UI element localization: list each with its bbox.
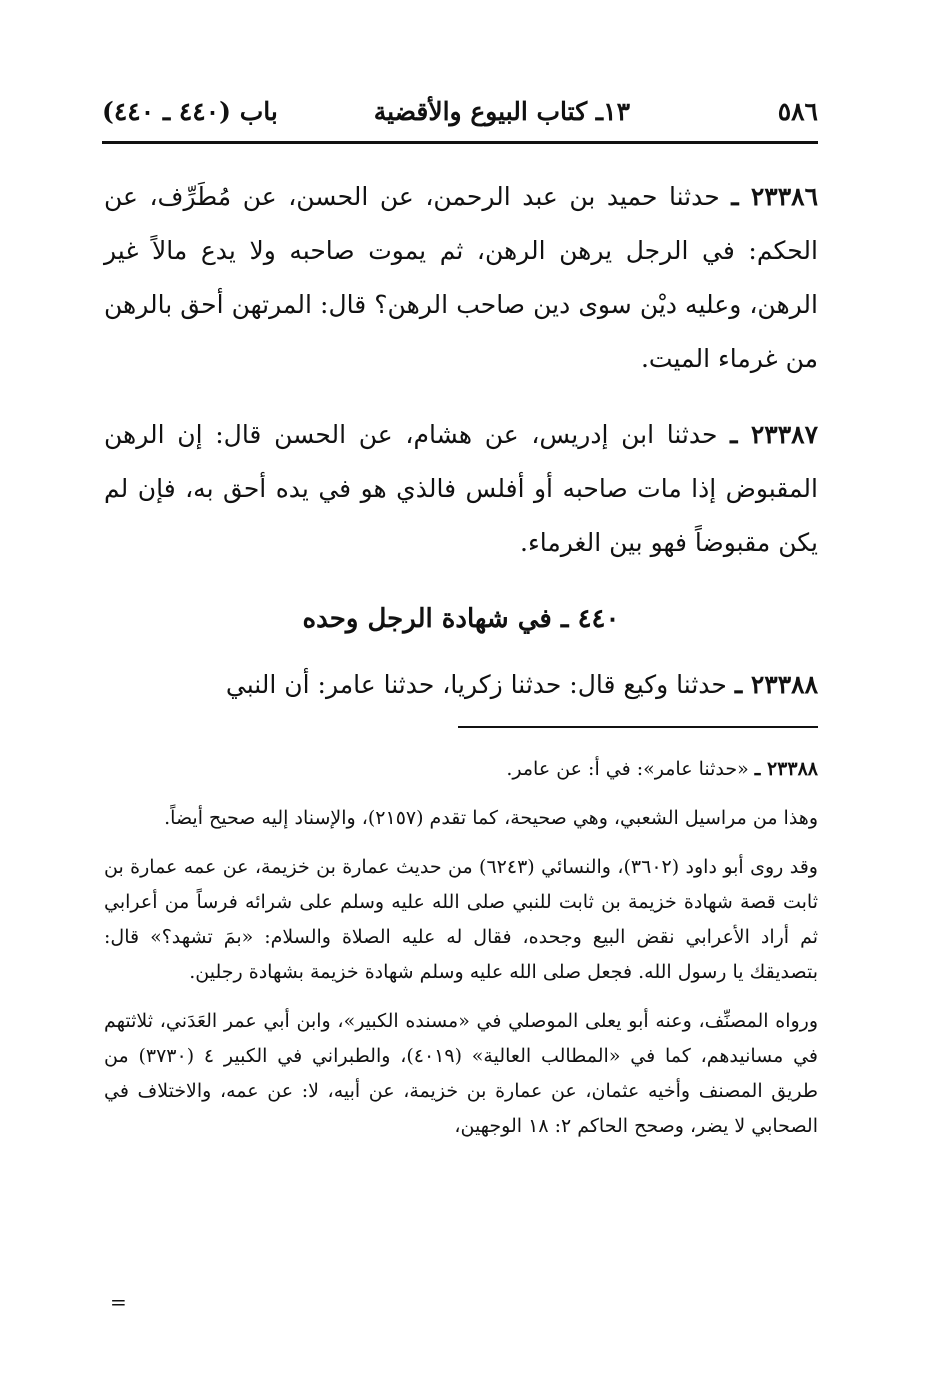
hadith-number: ٢٣٣٨٧ ـ: [730, 420, 818, 449]
footnote-paragraph: وقد روى أبو داود (٣٦٠٢)، والنسائي (٦٢٤٣) من حديث عمارة بن خزيمة، عن عمه عمارة بن ثابت قصة شهادة خزيمة بن ثابت للنبي صلى الله عليه وسلم على شرائه فرساً من أعرابي ثم أراد الأعرابي نقض البيع وجحده، فقال له عليه الصلاة والسلام: «بمَ تشهد؟» قال: بتصديقك يا رسول الله. فجعل صلى الله عليه وسلم شهادة خزيمة بشهادة رجلين.: [104, 856, 818, 983]
header-rule: [102, 141, 818, 144]
footnote-23388: [104, 752, 818, 787]
page-number: ٥٨٦: [777, 97, 818, 126]
footnote-text: «حدثنا عامر»: في أ: عن عامر.: [506, 758, 749, 780]
hadith-number: ٢٣٣٨٨ ـ: [734, 670, 818, 699]
continuation-mark: =: [110, 1290, 127, 1314]
hadith-paragraph-23386: [104, 170, 818, 386]
footnote-number: ٢٣٣٨٨ ـ: [754, 758, 818, 780]
footnote-paragraph: ورواه المصنِّف، وعنه أبو يعلى الموصلي في «مسنده الكبير»، وابن أبي عمر العَدَني، ثلاثتهم في مسانيدهم، كما في «المطالب العالية» (٤٠١٩)، والطبراني في الكبير ٤ (٣٧٣٠) من طريق المصنف وأخيه عثمان، عن عمارة بن خزيمة، عن أبيه، لا: عن عمه، والاختلاف في الصحابي لا يضر، وصحح الحاكم ٢: ١٨ الوجهين،: [104, 1010, 819, 1137]
footnotes: [104, 752, 818, 1144]
chapter-range: باب (٤٤٠ ـ ٤٤٠): [102, 97, 278, 126]
footnote-separator: [458, 726, 818, 728]
hadith-number: ٢٣٣٨٦ ـ: [731, 182, 818, 211]
main-text: [104, 170, 818, 712]
running-header: [102, 92, 818, 132]
hadith-paragraph-23388: [104, 658, 818, 712]
hadith-text: حدثنا حميد بن عبد الرحمن، عن الحسن، عن مُطَرِّف، عن الحكم: في الرجل يرهن الرهن، ثم يموت صاحبه ولا يدع مالاً غير الرهن، وعليه ديْن سوى دين صاحب الرهن؟ قال: المرتهن أحق بالرهن من غرماء الميت.: [104, 182, 818, 373]
hadith-paragraph-23387: [104, 408, 818, 570]
footnote-paragraph: وهذا من مراسيل الشعبي، وهي صحيحة، كما تقدم (٢١٥٧)، والإسناد إليه صحيح أيضاً.: [164, 807, 818, 829]
hadith-text: حدثنا وكيع قال: حدثنا زكريا، حدثنا عامر: أن النبي: [225, 670, 727, 699]
book-title: ١٣ـ كتاب البيوع والأقضية: [373, 97, 630, 126]
section-heading: ٤٤٠ ـ في شهادة الرجل وحده: [302, 604, 620, 634]
hadith-text: حدثنا ابن إدريس، عن هشام، عن الحسن قال: إن الرهن المقبوض إذا مات صاحبه أو أفلس فالذي هو في يده أحق به، فإن لم يكن مقبوضاً فهو بين الغرماء.: [104, 420, 818, 557]
